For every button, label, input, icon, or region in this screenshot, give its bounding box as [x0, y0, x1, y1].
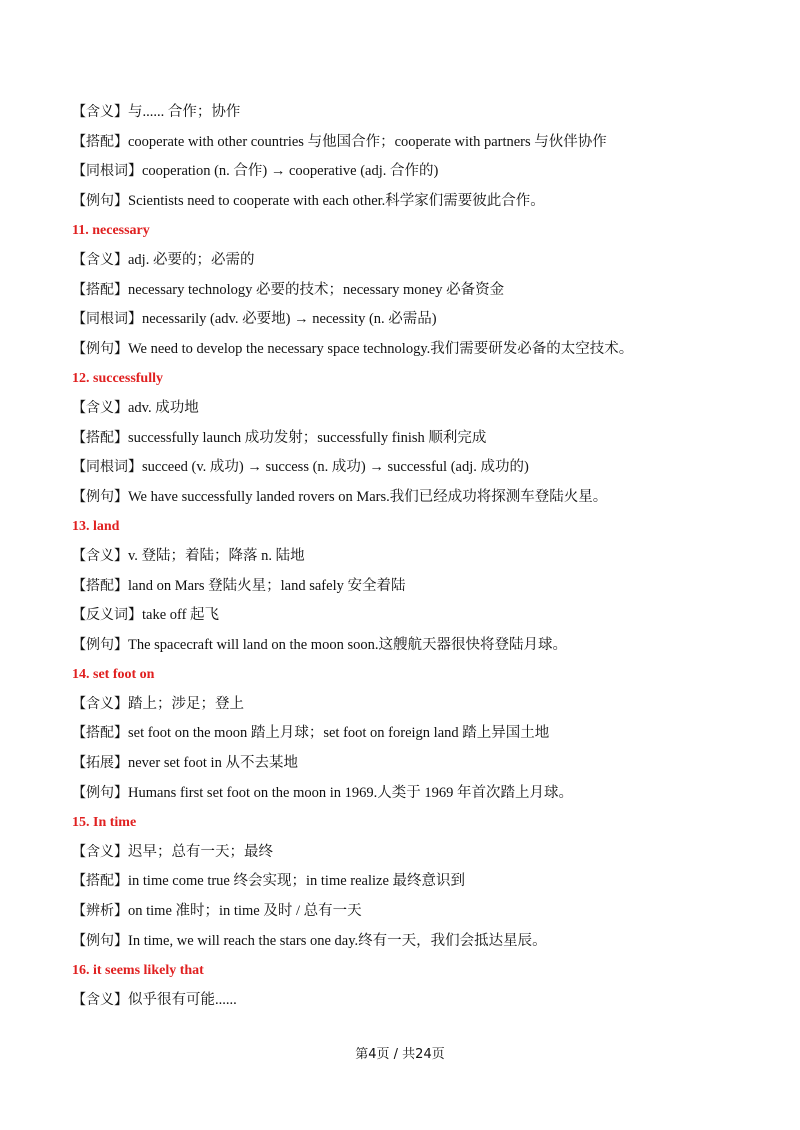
entry-tag: 【含义】	[72, 104, 128, 120]
entry-text: necessarily (adv. 必要地) → necessity (n. 必需品)	[142, 311, 437, 328]
entry-tag: 【含义】	[72, 251, 128, 268]
entry-line	[72, 246, 732, 276]
entry-text: 与...... 合作；协作	[128, 104, 241, 120]
entry-tag: 【例句】	[72, 488, 128, 505]
entry-line	[72, 572, 732, 602]
entry-line	[72, 187, 732, 217]
entry-text: We have successfully landed rovers on Mars.我们已经成功将探测车登陆火星。	[128, 488, 608, 505]
entry-tag: 【反义词】	[72, 607, 142, 624]
entry-line	[72, 98, 732, 128]
entry-heading: 13. land	[72, 519, 120, 535]
entry-text: necessary technology 必要的技术；necessary money 必备资金	[128, 281, 505, 298]
entry-tag: 【含义】	[72, 843, 128, 860]
entry-text: adj. 必要的；必需的	[128, 251, 255, 268]
entry-text: succeed (v. 成功) → success (n. 成功) → successful (adj. 成功的)	[142, 459, 529, 476]
entry-tag: 【搭配】	[72, 281, 128, 298]
entry-tag: 【含义】	[72, 547, 128, 564]
entry-text: take off 起飞	[142, 607, 220, 624]
entry-line	[72, 779, 732, 809]
entry-text: cooperation (n. 合作) → cooperative (adj. 合作的)	[142, 163, 439, 180]
entry-line	[72, 867, 732, 897]
entry-line	[72, 601, 732, 631]
entry-text: set foot on the moon 踏上月球；set foot on foreign land 踏上异国土地	[128, 725, 550, 742]
entry-line	[72, 927, 732, 957]
entry-text: cooperate with other countries 与他国合作；cooperate with partners 与伙伴协作	[128, 133, 607, 150]
entry-text: v. 登陆；着陆；降落 n. 陆地	[128, 547, 305, 564]
entry-line	[72, 719, 732, 749]
entry-tag: 【搭配】	[72, 429, 128, 446]
entry-heading: 11. necessary	[72, 223, 150, 239]
entry-tag: 【例句】	[72, 784, 128, 801]
entry-line	[72, 897, 732, 927]
entry-text: on time 准时；in time 及时 / 总有一天	[128, 903, 362, 920]
entry-tag: 【例句】	[72, 340, 128, 357]
entry-line	[72, 453, 732, 483]
entry-text: in time come true 终会实现；in time realize 最终意识到	[128, 873, 466, 890]
entry-line	[72, 157, 732, 187]
entry-line	[72, 424, 732, 454]
entry-heading: 12. successfully	[72, 371, 163, 387]
entry-text: land on Mars 登陆火星；land safely 安全着陆	[128, 577, 406, 594]
entry-tag: 【辨析】	[72, 903, 128, 920]
entry-line	[72, 483, 732, 513]
entry-tag: 【搭配】	[72, 725, 128, 742]
entry-tag: 【搭配】	[72, 873, 128, 890]
entry-text: 迟早；总有一天；最终	[128, 843, 273, 860]
entry-line	[72, 986, 732, 1016]
page-number-footer: 第4页 / 共24页	[355, 1047, 445, 1062]
entry-heading: 15. In time	[72, 815, 137, 831]
entry-line	[72, 128, 732, 158]
entry-text: Humans first set foot on the moon in 1969.人类于 1969 年首次踏上月球。	[128, 784, 574, 801]
entry-line	[72, 394, 732, 424]
entry-line	[72, 749, 732, 779]
entry-tag: 【含义】	[72, 399, 128, 416]
entry-line	[72, 631, 732, 661]
entry-tag: 【同根词】	[72, 459, 142, 476]
entry-text: We need to develop the necessary space technology.我们需要研发必备的太空技术。	[128, 340, 634, 357]
entry-line	[72, 305, 732, 335]
entry-tag: 【搭配】	[72, 133, 128, 150]
entry-text: 踏上；涉足；登上	[128, 695, 244, 712]
entry-tag: 【例句】	[72, 636, 128, 653]
entry-tag: 【同根词】	[72, 311, 142, 328]
entry-line	[72, 690, 732, 720]
entry-line	[72, 838, 732, 868]
entry-heading: 14. set foot on	[72, 667, 155, 683]
entry-tag: 【含义】	[72, 695, 128, 712]
entry-text: Scientists need to cooperate with each other.科学家们需要彼此合作。	[128, 192, 545, 209]
entry-tag: 【搭配】	[72, 577, 128, 594]
entry-text: adv. 成功地	[128, 399, 199, 416]
entry-tag: 【含义】	[72, 991, 128, 1008]
entry-line	[72, 335, 732, 365]
entry-line	[72, 276, 732, 306]
entry-tag: 【例句】	[72, 192, 128, 209]
vocabulary-content	[72, 98, 732, 1015]
entry-line	[72, 542, 732, 572]
entry-tag: 【同根词】	[72, 163, 142, 180]
entry-text: successfully launch 成功发射；successfully finish 顺利完成	[128, 429, 487, 446]
entry-text: In time, we will reach the stars one day.终有一天，我们会抵达星辰。	[128, 932, 547, 949]
entry-tag: 【拓展】	[72, 755, 128, 772]
entry-text: never set foot in 从不去某地	[128, 755, 298, 772]
entry-text: 似乎很有可能......	[128, 991, 237, 1008]
entry-heading: 16. it seems likely that	[72, 963, 204, 979]
entry-tag: 【例句】	[72, 932, 128, 949]
entry-text: The spacecraft will land on the moon soon.这艘航天器很快将登陆月球。	[128, 636, 567, 653]
